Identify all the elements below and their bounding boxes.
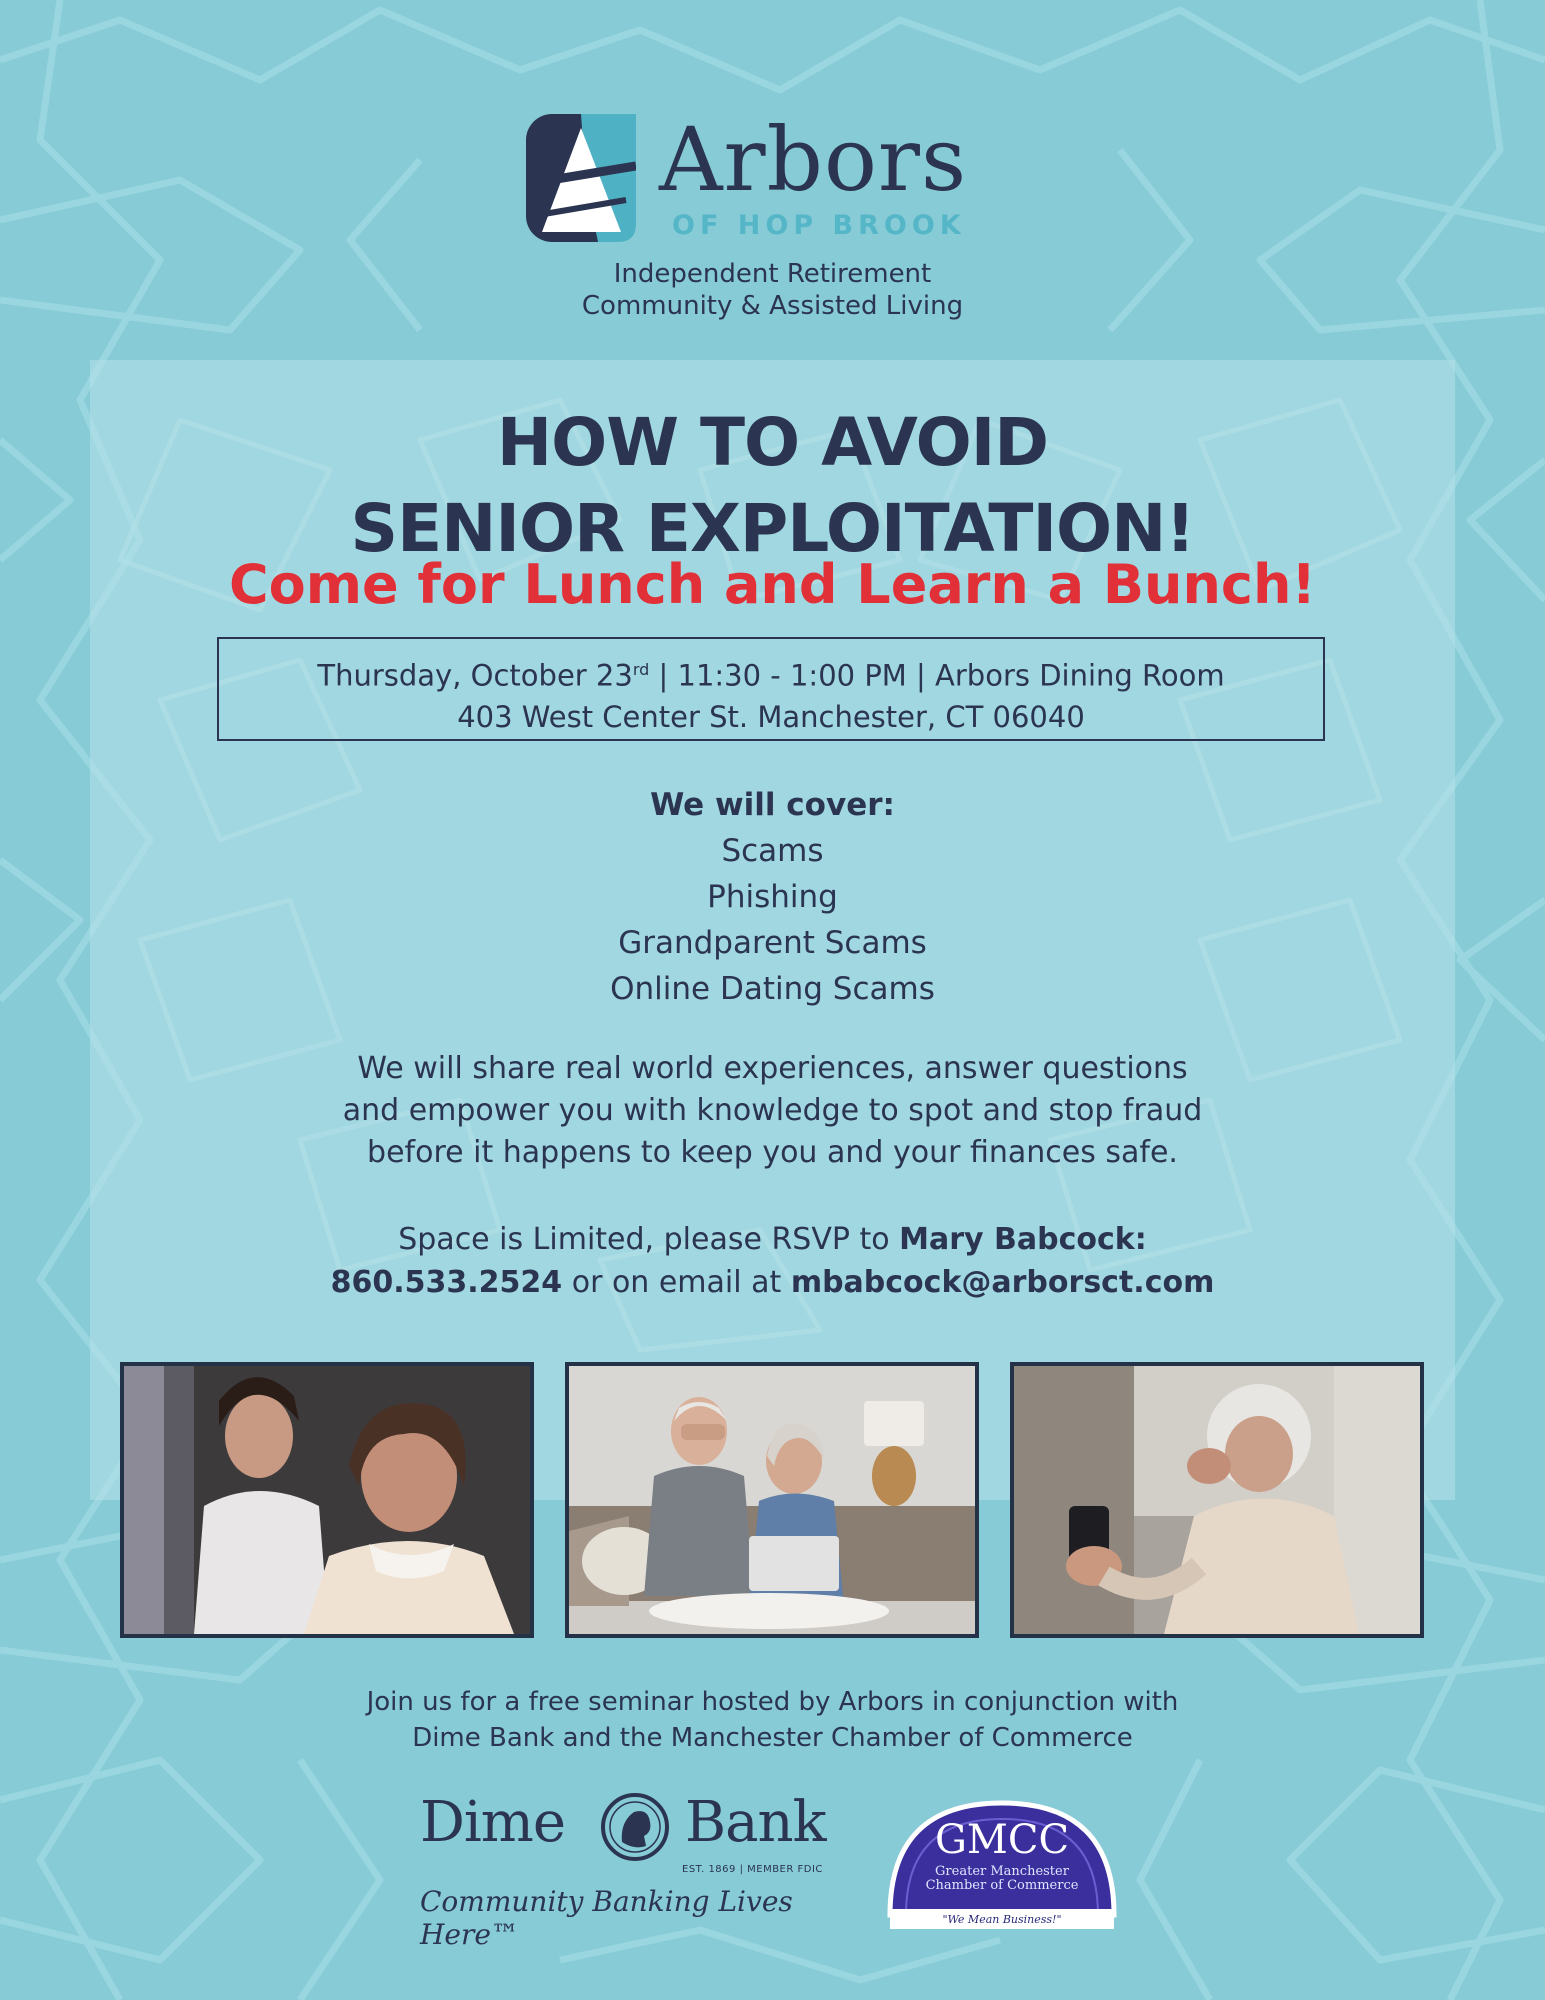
- rsvp-prefix: Space is Limited, please RSVP to: [398, 1222, 900, 1257]
- gmcc-subtitle: [882, 1865, 1122, 1893]
- logo-tagline: [0, 258, 1545, 322]
- cover-item-phishing: Phishing: [707, 879, 838, 915]
- event-address: 403 West Center St. Manchester, CT 06040: [457, 699, 1085, 734]
- dime-bank-word-dime: Dime: [420, 1790, 566, 1855]
- dime-bank-logo: [420, 1790, 840, 1951]
- footer-text: [0, 1684, 1545, 1756]
- dime-bank-wordmark: [420, 1790, 826, 1855]
- cover-item-grandparent-scams: Grandparent Scams: [618, 925, 927, 961]
- rsvp-email[interactable]: mbabcock@arborsct.com: [790, 1265, 1215, 1300]
- dime-bank-word-bank: Bank: [685, 1790, 826, 1855]
- tagline-line-2: Community & Assisted Living: [581, 291, 964, 321]
- gmcc-motto: "We Mean Business!": [942, 1913, 1062, 1926]
- logo-subname: OF HOP BROOK: [672, 210, 966, 241]
- arbors-logo-mark-icon: [526, 114, 636, 242]
- event-details-box: [217, 637, 1325, 741]
- gmcc-subtitle-line-1: Greater Manchester: [935, 1864, 1069, 1879]
- description-line-3: before it happens to keep you and your finances safe.: [367, 1135, 1178, 1170]
- rsvp-phone[interactable]: 860.533.2524: [330, 1265, 563, 1300]
- arbors-logo: [526, 108, 1026, 244]
- rsvp-info: [0, 1218, 1545, 1304]
- dime-bank-est: EST. 1869 | MEMBER FDIC: [682, 1864, 823, 1875]
- cover-list: [0, 828, 1545, 1012]
- headline-line-2: SENIOR EXPLOITATION!: [350, 490, 1195, 567]
- cover-item-online-dating-scams: Online Dating Scams: [610, 971, 935, 1007]
- footer-line-1: Join us for a free seminar hosted by Arbors in conjunction with: [366, 1687, 1179, 1717]
- rsvp-middle: or on email at: [562, 1265, 791, 1300]
- dime-coin-icon: [600, 1792, 670, 1862]
- rsvp-line-1: [0, 1218, 1545, 1261]
- gmcc-name: GMCC: [934, 1817, 1070, 1863]
- rsvp-contact-name: Mary Babcock:: [899, 1222, 1147, 1257]
- event-date-suffix: rd: [632, 660, 650, 679]
- photo-stressed-couple-laptop: [565, 1362, 979, 1638]
- dime-bank-slogan: Community Banking Lives Here™: [420, 1885, 793, 1951]
- headline-line-1: HOW TO AVOID: [496, 404, 1049, 481]
- photo-senior-with-phone: [1010, 1362, 1424, 1638]
- event-day-date: Thursday, October 23: [317, 658, 633, 693]
- footer-line-2: Dime Bank and the Manchester Chamber of Commerce: [412, 1723, 1133, 1753]
- description-text: [0, 1048, 1545, 1174]
- description-line-2: and empower you with knowledge to spot and stop fraud: [342, 1093, 1203, 1128]
- tagline-line-1: Independent Retirement: [613, 259, 932, 289]
- gmcc-logo: [882, 1795, 1122, 1935]
- description-line-1: We will share real world experiences, answer questions: [357, 1051, 1188, 1086]
- event-time-place: | 11:30 - 1:00 PM | Arbors Dining Room: [649, 658, 1225, 693]
- event-date-line: [219, 649, 1323, 697]
- logo-name: Arbors: [659, 108, 968, 211]
- photo-caregiver-and-senior: [120, 1362, 534, 1638]
- cover-title: We will cover:: [650, 787, 895, 823]
- cover-item-scams: Scams: [721, 833, 824, 869]
- gmcc-subtitle-line-2: Chamber of Commerce: [925, 1878, 1079, 1893]
- subhead: Come for Lunch and Learn a Bunch!: [228, 553, 1317, 616]
- rsvp-line-2: [0, 1261, 1545, 1304]
